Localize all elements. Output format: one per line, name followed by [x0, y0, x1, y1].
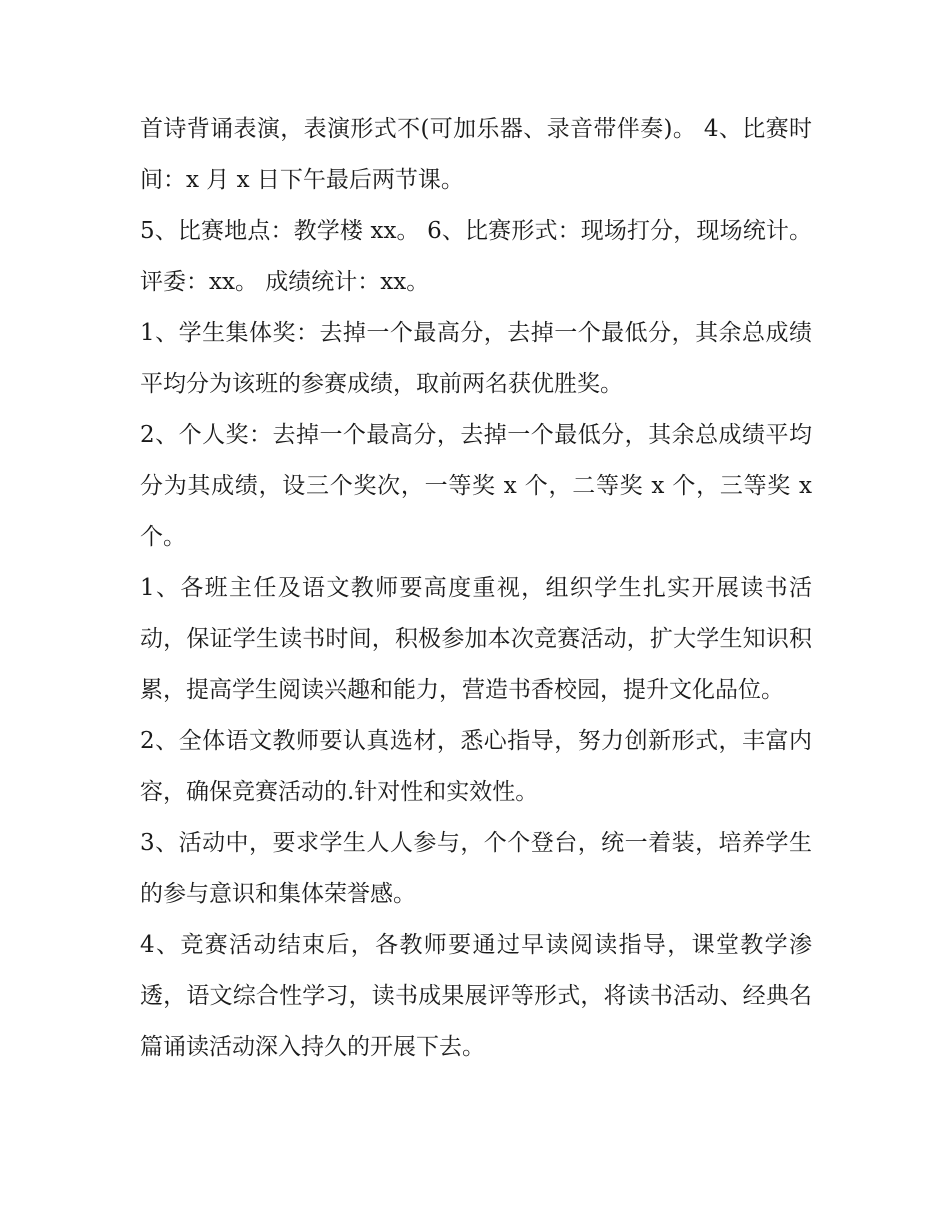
- paragraph-requirement-2: 2、全体语文教师要认真选材，悉心指导，努力创新形式，丰富内容，确保竞赛活动的.针对性和实效性。: [140, 728, 812, 805]
- paragraph-performance-time: 首诗背诵表演，表演形式不(可加乐器、录音带伴奏)。 4、比赛时间：x 月 x 日下午最后两节课。: [140, 116, 812, 193]
- paragraph-requirement-4: 4、竞赛活动结束后，各教师要通过早读阅读指导，课堂教学渗透，语文综合性学习，读书成果展评等形式，将读书活动、经典名篇诵读活动深入持久的开展下去。: [140, 932, 812, 1060]
- paragraph-location-format: 5、比赛地点：教学楼 xx。 6、比赛形式：现场打分，现场统计。 评委：xx。 成绩统计：xx。: [140, 218, 812, 295]
- paragraph-individual-award: 2、个人奖：去掉一个最高分，去掉一个最低分，其余总成绩平均分为其成绩，设三个奖次，一等奖 x 个，二等奖 x 个，三等奖 x 个。: [140, 422, 813, 550]
- paragraph-requirement-3: 3、活动中，要求学生人人参与，个个登台，统一着装，培养学生的参与意识和集体荣誉感。: [140, 830, 812, 907]
- paragraph-group-award: 1、学生集体奖：去掉一个最高分，去掉一个最低分，其余总成绩平均分为该班的参赛成绩，取前两名获优胜奖。: [140, 320, 812, 397]
- document-body: [140, 104, 812, 1073]
- paragraph-requirement-1: 1、各班主任及语文教师要高度重视，组织学生扎实开展读书活动，保证学生读书时间，积极参加本次竞赛活动，扩大学生知识积累，提高学生阅读兴趣和能力，营造书香校园，提升文化品位。: [140, 575, 812, 703]
